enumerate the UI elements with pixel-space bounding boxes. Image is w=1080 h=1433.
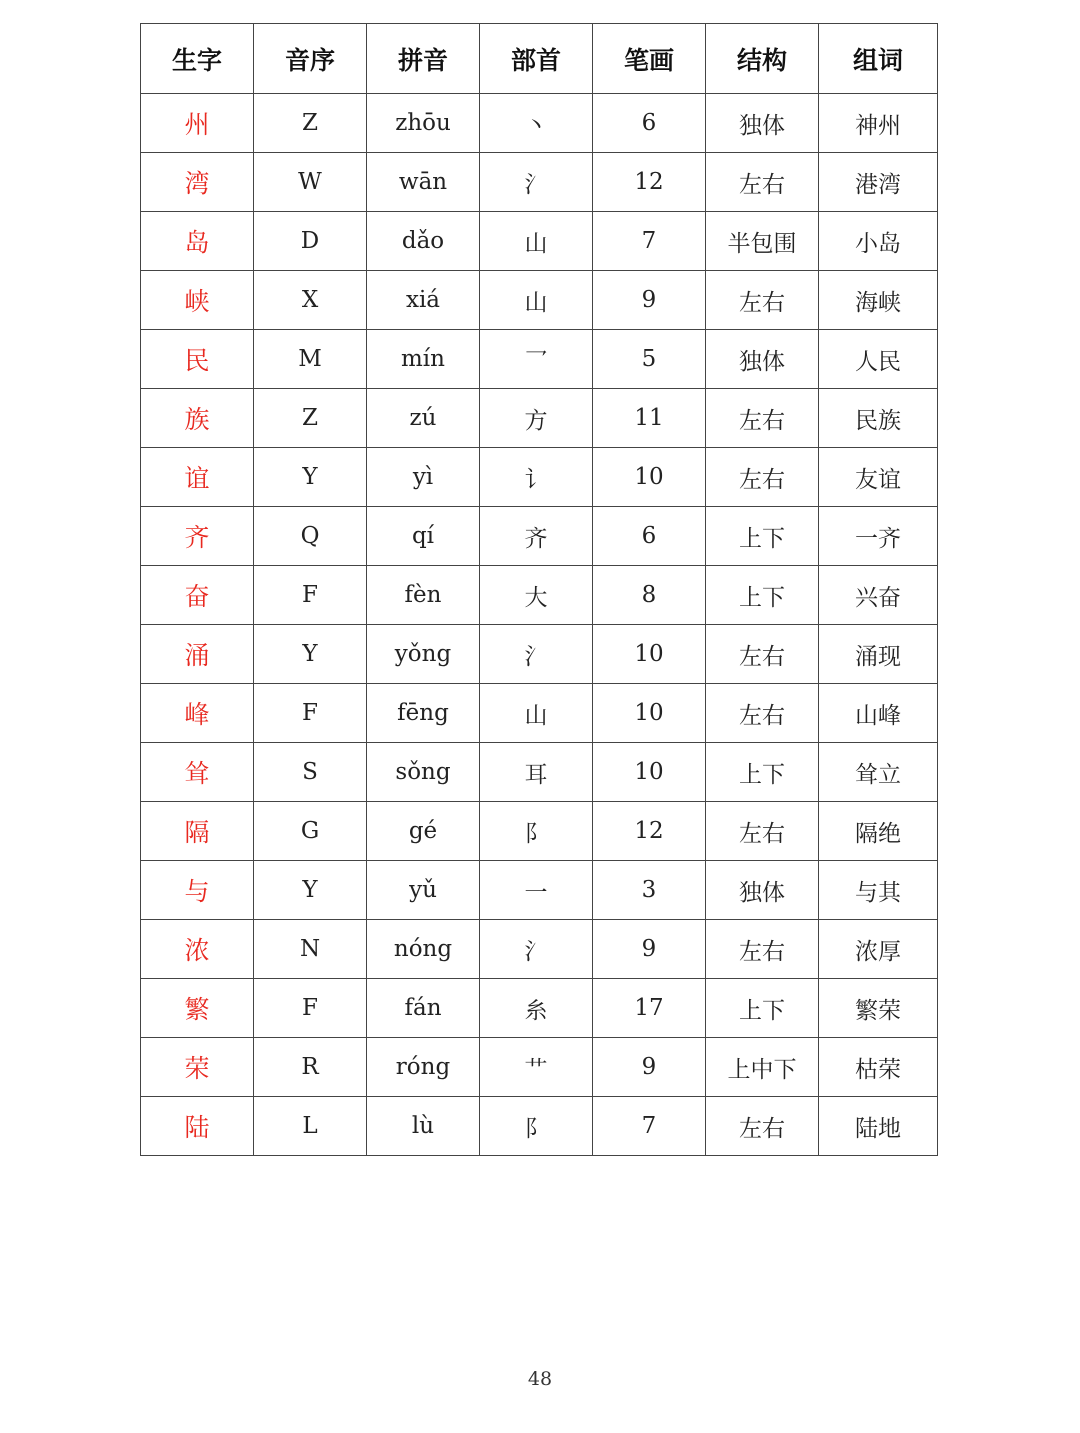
- cell-structure: 上下: [706, 979, 819, 1038]
- character-table: [140, 23, 938, 1156]
- cell-pinyin: xiá: [367, 271, 480, 330]
- cell-strokes: 6: [593, 94, 706, 153]
- cell-structure: 左右: [706, 271, 819, 330]
- page-number: 48: [527, 1368, 553, 1390]
- cell-initial: G: [254, 802, 367, 861]
- cell-character: 民: [141, 330, 254, 389]
- cell-radical: 讠: [480, 448, 593, 507]
- header-character: 生字: [141, 24, 254, 94]
- header-row: [141, 24, 938, 94]
- cell-word: 人民: [819, 330, 938, 389]
- cell-radical: 齐: [480, 507, 593, 566]
- cell-strokes: 5: [593, 330, 706, 389]
- cell-pinyin: qí: [367, 507, 480, 566]
- table-row: [141, 1097, 938, 1156]
- cell-initial: Q: [254, 507, 367, 566]
- cell-word: 耸立: [819, 743, 938, 802]
- header-radical: 部首: [480, 24, 593, 94]
- cell-character: 浓: [141, 920, 254, 979]
- cell-character: 奋: [141, 566, 254, 625]
- cell-character: 峰: [141, 684, 254, 743]
- cell-pinyin: lù: [367, 1097, 480, 1156]
- table-row: [141, 389, 938, 448]
- cell-structure: 左右: [706, 448, 819, 507]
- cell-initial: F: [254, 684, 367, 743]
- cell-pinyin: yì: [367, 448, 480, 507]
- cell-strokes: 9: [593, 920, 706, 979]
- cell-structure: 上中下: [706, 1038, 819, 1097]
- cell-structure: 半包围: [706, 212, 819, 271]
- cell-structure: 左右: [706, 1097, 819, 1156]
- cell-radical: 氵: [480, 153, 593, 212]
- cell-structure: 独体: [706, 330, 819, 389]
- cell-word: 海峡: [819, 271, 938, 330]
- table-row: [141, 212, 938, 271]
- cell-character: 耸: [141, 743, 254, 802]
- header-structure: 结构: [706, 24, 819, 94]
- header-strokes: 笔画: [593, 24, 706, 94]
- cell-character: 峡: [141, 271, 254, 330]
- table-row: [141, 979, 938, 1038]
- cell-structure: 左右: [706, 389, 819, 448]
- cell-strokes: 12: [593, 802, 706, 861]
- cell-radical: 大: [480, 566, 593, 625]
- cell-initial: Y: [254, 625, 367, 684]
- cell-structure: 左右: [706, 802, 819, 861]
- cell-initial: Z: [254, 94, 367, 153]
- cell-character: 州: [141, 94, 254, 153]
- cell-character: 陆: [141, 1097, 254, 1156]
- cell-strokes: 10: [593, 625, 706, 684]
- cell-radical: 丶: [480, 94, 593, 153]
- cell-strokes: 6: [593, 507, 706, 566]
- cell-strokes: 9: [593, 271, 706, 330]
- table-row: [141, 153, 938, 212]
- cell-pinyin: yǔ: [367, 861, 480, 920]
- cell-initial: M: [254, 330, 367, 389]
- cell-initial: Y: [254, 861, 367, 920]
- cell-radical: 山: [480, 212, 593, 271]
- cell-word: 山峰: [819, 684, 938, 743]
- cell-strokes: 10: [593, 684, 706, 743]
- cell-character: 谊: [141, 448, 254, 507]
- cell-character: 湾: [141, 153, 254, 212]
- cell-pinyin: mín: [367, 330, 480, 389]
- table-row: [141, 94, 938, 153]
- cell-character: 荣: [141, 1038, 254, 1097]
- cell-word: 港湾: [819, 153, 938, 212]
- cell-structure: 左右: [706, 684, 819, 743]
- cell-initial: Y: [254, 448, 367, 507]
- cell-pinyin: dǎo: [367, 212, 480, 271]
- cell-structure: 左右: [706, 920, 819, 979]
- cell-strokes: 3: [593, 861, 706, 920]
- table-body: [141, 94, 938, 1156]
- cell-pinyin: sǒng: [367, 743, 480, 802]
- cell-initial: R: [254, 1038, 367, 1097]
- cell-strokes: 10: [593, 743, 706, 802]
- cell-word: 繁荣: [819, 979, 938, 1038]
- cell-pinyin: fèn: [367, 566, 480, 625]
- table-row: [141, 743, 938, 802]
- cell-initial: N: [254, 920, 367, 979]
- cell-word: 枯荣: [819, 1038, 938, 1097]
- header-word: 组词: [819, 24, 938, 94]
- cell-initial: Z: [254, 389, 367, 448]
- cell-structure: 上下: [706, 566, 819, 625]
- cell-radical: 氵: [480, 920, 593, 979]
- cell-pinyin: fán: [367, 979, 480, 1038]
- table-row: [141, 625, 938, 684]
- cell-radical: 糸: [480, 979, 593, 1038]
- cell-word: 陆地: [819, 1097, 938, 1156]
- cell-radical: 耳: [480, 743, 593, 802]
- cell-pinyin: fēng: [367, 684, 480, 743]
- cell-strokes: 9: [593, 1038, 706, 1097]
- table-row: [141, 271, 938, 330]
- table-header: [141, 24, 938, 94]
- cell-strokes: 7: [593, 212, 706, 271]
- cell-initial: S: [254, 743, 367, 802]
- cell-radical: 氵: [480, 625, 593, 684]
- cell-initial: F: [254, 566, 367, 625]
- cell-word: 涌现: [819, 625, 938, 684]
- cell-word: 浓厚: [819, 920, 938, 979]
- table-row: [141, 330, 938, 389]
- cell-radical: 山: [480, 271, 593, 330]
- cell-pinyin: nóng: [367, 920, 480, 979]
- cell-word: 隔绝: [819, 802, 938, 861]
- cell-strokes: 17: [593, 979, 706, 1038]
- cell-character: 涌: [141, 625, 254, 684]
- header-pinyin: 拼音: [367, 24, 480, 94]
- cell-character: 族: [141, 389, 254, 448]
- cell-structure: 独体: [706, 94, 819, 153]
- cell-word: 友谊: [819, 448, 938, 507]
- cell-structure: 上下: [706, 507, 819, 566]
- cell-radical: 山: [480, 684, 593, 743]
- cell-radical: 方: [480, 389, 593, 448]
- cell-radical: 乛: [480, 330, 593, 389]
- table-row: [141, 684, 938, 743]
- table-row: [141, 448, 938, 507]
- cell-character: 繁: [141, 979, 254, 1038]
- cell-radical: 阝: [480, 802, 593, 861]
- cell-character: 齐: [141, 507, 254, 566]
- cell-radical: 艹: [480, 1038, 593, 1097]
- cell-pinyin: yǒng: [367, 625, 480, 684]
- cell-pinyin: róng: [367, 1038, 480, 1097]
- cell-structure: 左右: [706, 153, 819, 212]
- cell-word: 与其: [819, 861, 938, 920]
- table-row: [141, 861, 938, 920]
- cell-structure: 上下: [706, 743, 819, 802]
- cell-radical: 一: [480, 861, 593, 920]
- table-row: [141, 920, 938, 979]
- cell-structure: 独体: [706, 861, 819, 920]
- cell-initial: W: [254, 153, 367, 212]
- table-row: [141, 1038, 938, 1097]
- cell-strokes: 10: [593, 448, 706, 507]
- cell-strokes: 8: [593, 566, 706, 625]
- table-row: [141, 566, 938, 625]
- cell-strokes: 12: [593, 153, 706, 212]
- table-row: [141, 507, 938, 566]
- cell-radical: 阝: [480, 1097, 593, 1156]
- cell-structure: 左右: [706, 625, 819, 684]
- table-row: [141, 802, 938, 861]
- cell-pinyin: gé: [367, 802, 480, 861]
- cell-character: 与: [141, 861, 254, 920]
- cell-initial: F: [254, 979, 367, 1038]
- cell-word: 兴奋: [819, 566, 938, 625]
- cell-word: 民族: [819, 389, 938, 448]
- cell-initial: D: [254, 212, 367, 271]
- cell-character: 岛: [141, 212, 254, 271]
- cell-character: 隔: [141, 802, 254, 861]
- cell-initial: X: [254, 271, 367, 330]
- cell-word: 小岛: [819, 212, 938, 271]
- cell-pinyin: zú: [367, 389, 480, 448]
- cell-pinyin: zhōu: [367, 94, 480, 153]
- cell-word: 一齐: [819, 507, 938, 566]
- cell-strokes: 7: [593, 1097, 706, 1156]
- cell-word: 神州: [819, 94, 938, 153]
- cell-pinyin: wān: [367, 153, 480, 212]
- cell-strokes: 11: [593, 389, 706, 448]
- header-initial: 音序: [254, 24, 367, 94]
- cell-initial: L: [254, 1097, 367, 1156]
